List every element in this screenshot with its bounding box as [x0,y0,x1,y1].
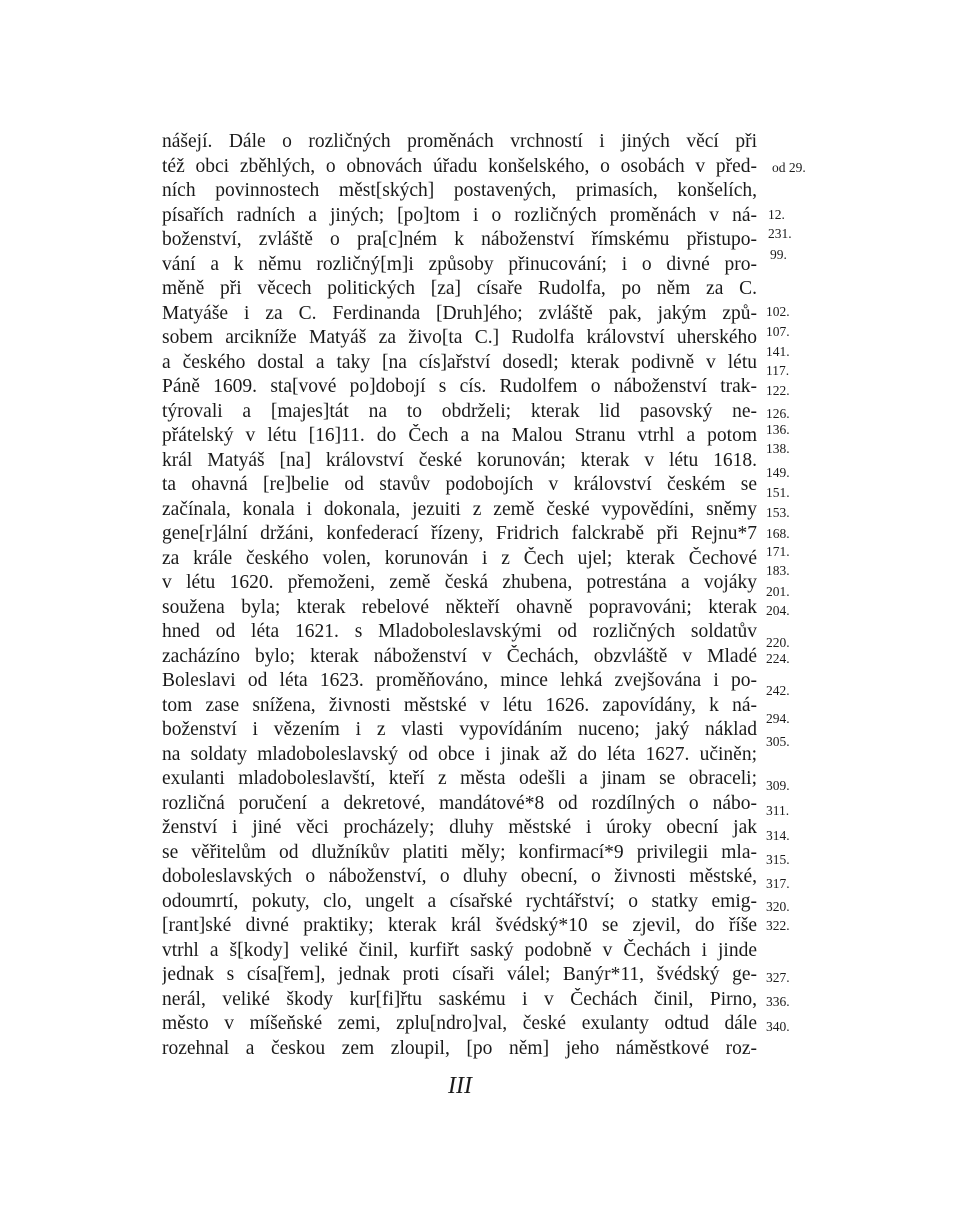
text-line: Páně 1609. sta[vové po]dobojí s cís. Rudolfem o náboženství trak- [162,376,757,397]
text-line: jednak s císa[řem], jednak proti císaři válel; Banýr*11, švédský ge- [162,964,757,985]
margin-ref: 336. [766,994,790,1009]
text-line: [rant]ské divné praktiky; kterak král švédský*10 se zjevil, do říše [162,915,757,936]
margin-ref: 117. [766,363,790,378]
margin-ref: 168. [766,526,790,541]
margin-ref: 183. [766,563,790,578]
margin-ref: 320. [766,899,790,914]
margin-ref: 141. [766,344,790,359]
margin-ref: 294. [766,711,790,726]
margin-ref: 242. [766,683,790,698]
text-line: za krále českého volen, korunován i z Čech ujel; kterak Čechové [162,547,757,569]
margin-ref: 231. [768,226,792,241]
margin-ref: 314. [766,828,790,843]
text-line: zacházíno bylo; kterak náboženství v Čechách, obzvláště v Mladé [162,645,757,667]
text-line: město v míšeňské zemi, zplu[ndro]val, české exulanty odtud dále [162,1013,757,1034]
text-line: vání a k němu rozličný[m]i způsoby přinucování; i o divné pro- [162,253,757,275]
text-line: gene[r]ální držáni, konfederací řízeny, Fridrich falckrabě při Rejnu*7 [162,523,757,544]
text-line: přátelský v létu [16]11. do Čech a na Malou Stranu vtrhl a potom [162,425,757,446]
text-line: exulanti mladoboleslavští, kteří z města odešli a jinam se obraceli; [162,768,757,789]
text-line: ních povinnostech měst[ských] postavených, primasích, konšelích, [162,180,757,201]
margin-ref: 340. [766,1019,790,1034]
text-line: nerál, veliké škody kur[fi]řtu saskému i v Čechách činil, Pirno, [162,988,757,1010]
text-line: boženství i vězením i z vlasti vypovídáním nuceno; jaký náklad [162,719,757,740]
text-line: doboleslavských o náboženství, o dluhy obecní, o živnosti městské, [162,866,757,887]
margin-ref: 99. [770,247,787,262]
text-line: vtrhl a š[kody] veliké činil, kurfiřt saský podobně v Čechách i jinde [162,939,757,961]
margin-ref: od 29. [772,160,806,175]
page-number: III [448,1073,472,1099]
text-line: měně při věcech politických [za] císaře Rudolfa, po něm za C. [162,278,757,299]
margin-ref: 138. [766,441,790,456]
text-line: písařích radních a jiných; [po]tom i o rozličných proměnách v ná- [162,204,757,226]
margin-ref: 136. [766,422,790,437]
text-line: hned od léta 1621. s Mladoboleslavskými od rozličných soldatův [162,621,757,642]
margin-ref: 151. [766,485,790,500]
margin-ref: 311. [766,803,790,818]
margin-ref: 327. [766,970,790,985]
text-line: na soldaty mladoboleslavský od obce i jinak až do léta 1627. učiněn; [162,743,757,765]
text-line: Matyáše i za C. Ferdinanda [Druh]ého; zvláště pak, jakým způ- [162,302,757,324]
text-line: ta ohavná [re]belie od stavův podobojích v království českém se [162,474,757,495]
text-line: tom zase snížena, živnosti městské v létu 1626. zapovídány, k ná- [162,694,757,716]
text-line: král Matyáš [na] království české korunován; kterak v létu 1618. [162,449,757,471]
text-line: týrovali a [majes]tát na to obdrželi; kterak lid pasovský ne- [162,400,757,422]
margin-ref: 122. [766,383,790,398]
text-line: odoumrtí, pokuty, clo, ungelt a císařské rychtářství; o statky emig- [162,890,757,912]
text-line: soužena byla; kterak rebelové někteří ohavně popravováni; kterak [162,596,757,618]
margin-ref: 171. [766,544,790,559]
margin-ref: 309. [766,778,790,793]
margin-ref: 107. [766,324,790,339]
text-line: sobem arcikníže Matyáš za živo[ta C.] Rudolfa království uherského [162,327,757,348]
text-line: začínala, konala i dokonala, jezuiti z země české vypovědíni, sněmy [162,498,757,520]
text-line: a českého dostal a taky [na cís]ařství dosedl; kterak podivně v létu [162,351,757,373]
text-line: nášejí. Dále o rozličných proměnách vrchností i jiných věcí při [162,131,757,152]
margin-ref: 220. [766,635,790,650]
margin-ref: 102. [766,304,790,319]
margin-ref: 317. [766,876,790,891]
text-line: v létu 1620. přemoženi, země česká zhubena, potrestána a vojáky [162,572,757,593]
margin-ref: 305. [766,734,790,749]
margin-ref: 224. [766,651,790,666]
text-line: se věřitelům od dlužníkův platiti měly; konfirmací*9 privilegii mla- [162,841,757,863]
text-line: rozličná poručení a dekretové, mandátové*8 od rozdílných o nábo- [162,792,757,814]
margin-ref: 12. [768,207,785,222]
margin-ref: 322. [766,918,790,933]
margin-ref: 204. [766,603,790,618]
margin-ref: 201. [766,584,790,599]
body-text [162,130,757,1061]
margin-ref: 315. [766,852,790,867]
text-line: ženství i jiné věci procházely; dluhy městské i úroky obecní jak [162,817,757,838]
margin-ref: 153. [766,505,790,520]
text-line: též obci zběhlých, o obnovách úřadu konšelského, o osobách v před- [162,155,757,177]
text-line: boženství, zvláště o pra[c]ném k náboženství římskému přistupo- [162,229,757,250]
margin-ref: 149. [766,465,790,480]
text-line: Boleslavi od léta 1623. proměňováno, mince lehká zvejšována i po- [162,670,757,691]
text-line: rozehnal a českou zem zloupil, [po něm] jeho náměstkové roz- [162,1037,757,1059]
margin-ref: 126. [766,406,790,421]
